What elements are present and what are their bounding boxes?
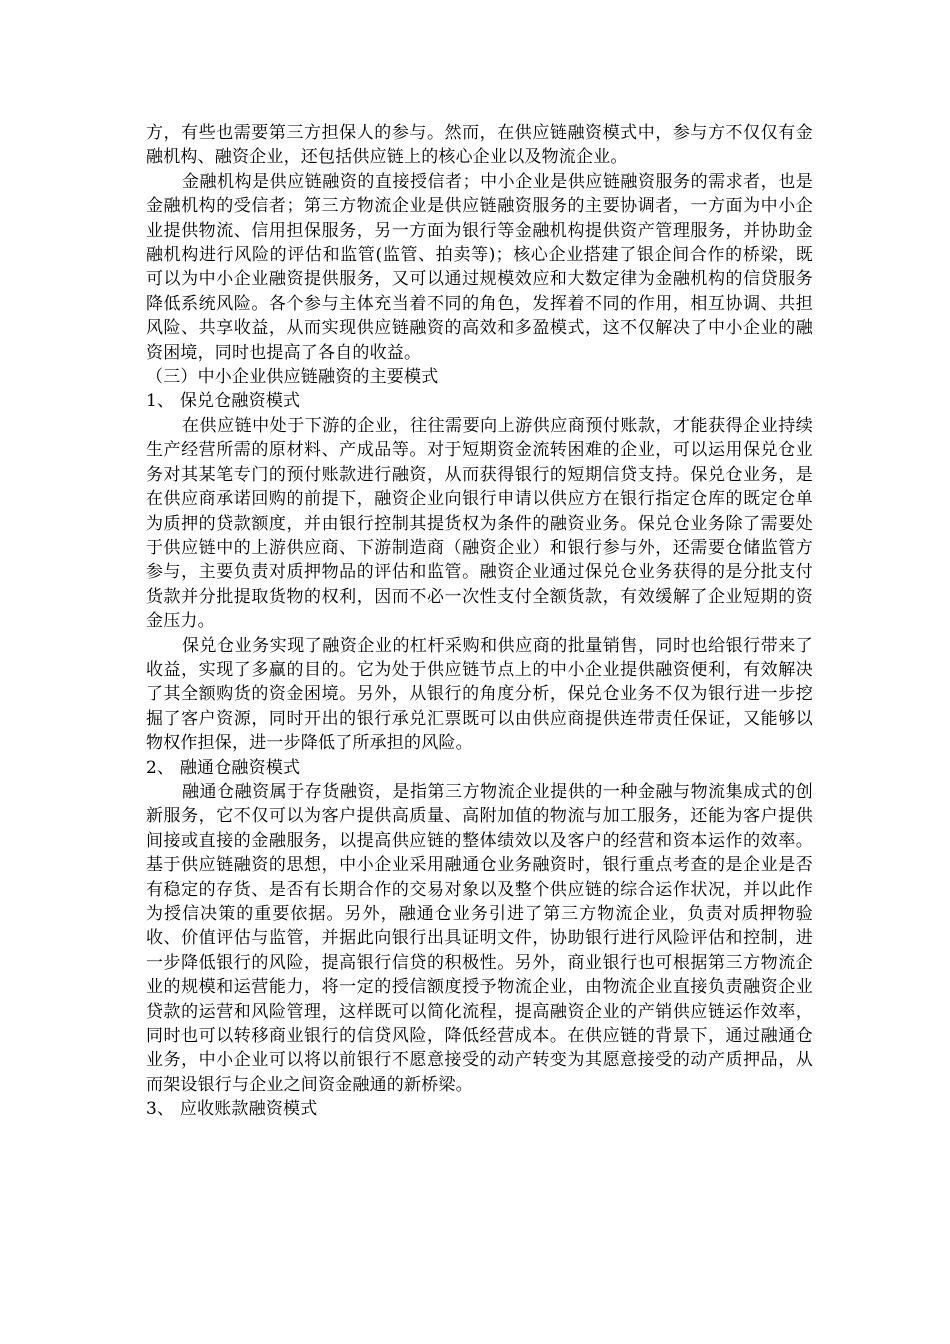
paragraph-participants: 金融机构是供应链融资的直接授信者；中小企业是供应链融资服务的需求者，也是金融机构的受信者；第三方物流企业是供应链融资服务的主要协调者，一方面为中小企业提供物流、信用担保服务，另一方面为银行等金融机构提供资产管理服务，并协助金融机构进行风险的评估和监管(监管、拍卖等)；核心企业搭建了银企间合作的桥梁，既可以为中小企业融资提供服务，又可以通过规模效应和大数定律为金融机构的信贷服务降低系统风险。各个参与主体充当着不同的角色，发挥着不同的作用，相互协调、共担风险、共享收益，从而实现供应链融资的高效和多盈模式，这不仅解决了中小企业的融资困境，同时也提高了各自的收益。 [146, 171, 813, 363]
subheading-bonded-warehouse: 1、 保兑仓融资模式 [146, 391, 301, 412]
paragraph-continuation: 方，有些也需要第三方担保人的参与。然而，在供应链融资模式中，参与方不仅仅有金融机构、融资企业，还包括供应链上的核心企业以及物流企业。 [146, 123, 813, 168]
paragraph-bonded-warehouse-benefits: 保兑仓业务实现了融资企业的杠杆采购和供应商的批量销售，同时也给银行带来了收益，实现了多赢的目的。它为处于供应链节点上的中小企业提供融资便利，有效解决了其全额购货的资金困境。另外，从银行的角度分析，保兑仓业务不仅为银行进一步挖掘了客户资源，同时开出的银行承兑汇票既可以由供应商提供连带责任保证，又能够以物权作担保，进一步降低了所承担的风险。 [146, 635, 813, 754]
section-heading-main-modes: （三）中小企业供应链融资的主要模式 [146, 367, 439, 388]
paragraph-financing-warehouse: 融通仓融资属于存货融资，是指第三方物流企业提供的一种金融与物流集成式的创新服务，它不仅可以为客户提供高质量、高附加值的物流与加工服务，还能为客户提供间接或直接的金融服务，以提高供应链的整体绩效以及客户的经营和资本运作的效率。基于供应链融资的思想，中小企业采用融通仓业务融资时，银行重点考查的是企业是否有稳定的存货、是否有长期合作的交易对象以及整个供应链的综合运作状况，并以此作为授信决策的重要依据。另外，融通仓业务引进了第三方物流企业，负责对质押物验收、价值评估与监管，并据此向银行出具证明文件，协助银行进行风险评估和控制，进一步降低银行的风险，提高银行信贷的积极性。另外，商业银行也可根据第三方物流企业的规模和运营能力，将一定的授信额度授予物流企业，由物流企业直接负责融资企业贷款的运营和风险管理，这样既可以简化流程，提高融资企业的产销供应链运作效率，同时也可以转移商业银行的信贷风险，降低经营成本。在供应链的背景下，通过融通仓业务，中小企业可以将以前银行不愿意接受的动产转变为其愿意接受的动产质押品，从而架设银行与企业之间资金融通的新桥梁。 [146, 781, 813, 1095]
paragraph-bonded-warehouse-definition: 在供应链中处于下游的企业，往往需要向上游供应商预付账款，才能获得企业持续生产经营所需的原材料、产成品等。对于短期资金流转困难的企业，可以运用保兑仓业务对其某笔专门的预付账款进行融资，从而获得银行的短期信贷支持。保兑仓业务，是在供应商承诺回购的前提下，融资企业向银行申请以供应方在银行指定仓库的既定仓单为质押的贷款额度，并由银行控制其提货权为条件的融资业务。保兑仓业务除了需要处于供应链中的上游供应商、下游制造商（融资企业）和银行参与外，还需要仓储监管方参与，主要负责对质押物品的评估和监管。融资企业通过保兑仓业务获得的是分批支付货款并分批提取货物的权利，因而不必一次性支付全额货款，有效缓解了企业短期的资金压力。 [146, 415, 813, 632]
subheading-receivables-financing: 3、 应收账款融资模式 [146, 1099, 318, 1120]
subheading-financing-warehouse: 2、 融通仓融资模式 [146, 757, 301, 778]
